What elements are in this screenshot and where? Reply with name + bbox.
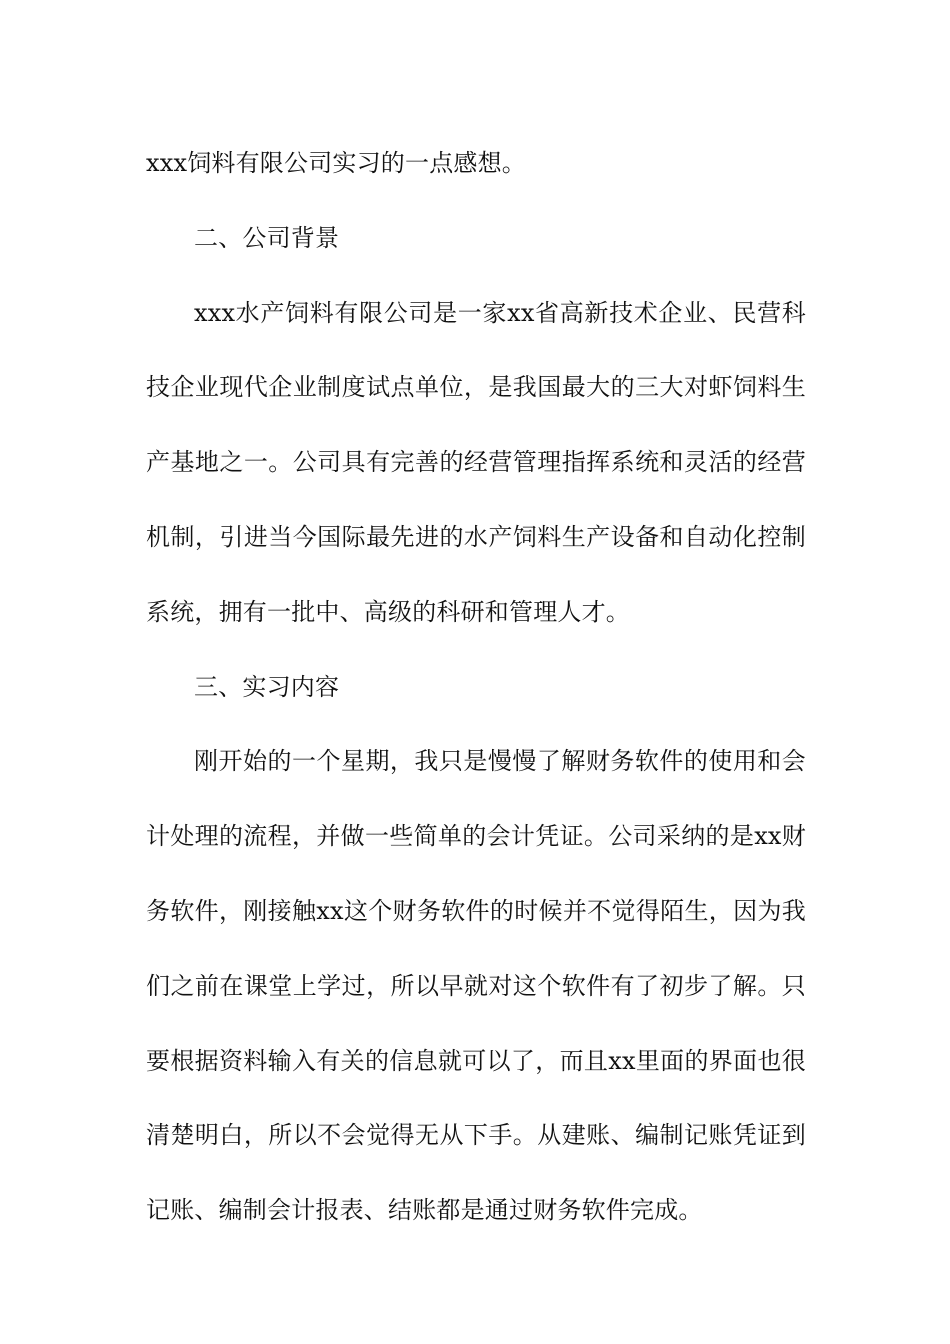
paragraph-line-12: 们之前在课堂上学过，所以早就对这个软件有了初步了解。只 bbox=[146, 971, 806, 1000]
paragraph-line-6: 机制，引进当今国际最先进的水产饲料生产设备和自动化控制 bbox=[146, 522, 806, 551]
paragraph-line-9: 刚开始的一个星期，我只是慢慢了解财务软件的使用和会 bbox=[194, 747, 806, 776]
paragraph-line-1: xxx饲料有限公司实习的一点感想。 bbox=[146, 149, 527, 177]
paragraph-line-7: 系统，拥有一批中、高级的科研和管理人才。 bbox=[146, 597, 630, 626]
paragraph-line-11: 务软件，刚接触xx这个财务软件的时候并不觉得陌生，因为我 bbox=[146, 896, 806, 925]
paragraph-line-14: 清楚明白，所以不会觉得无从下手。从建账、编制记账凭证到 bbox=[146, 1121, 806, 1150]
section-heading-internship-content: 三、实习内容 bbox=[194, 672, 340, 701]
document-body bbox=[146, 126, 806, 1248]
paragraph-line-15: 记账、编制会计报表、结账都是通过财务软件完成。 bbox=[146, 1196, 703, 1225]
paragraph-line-10: 计处理的流程，并做一些简单的会计凭证。公司采纳的是xx财 bbox=[146, 822, 806, 851]
paragraph-line-3: xxx水产饲料有限公司是一家xx省高新技术企业、民营科 bbox=[194, 298, 806, 327]
paragraph-line-4: 技企业现代企业制度试点单位，是我国最大的三大对虾饲料生 bbox=[146, 373, 806, 402]
paragraph-line-5: 产基地之一。公司具有完善的经营管理指挥系统和灵活的经营 bbox=[146, 448, 806, 477]
section-heading-company-background: 二、公司背景 bbox=[194, 223, 340, 252]
paragraph-line-13: 要根据资料输入有关的信息就可以了，而且xx里面的界面也很 bbox=[146, 1046, 806, 1075]
